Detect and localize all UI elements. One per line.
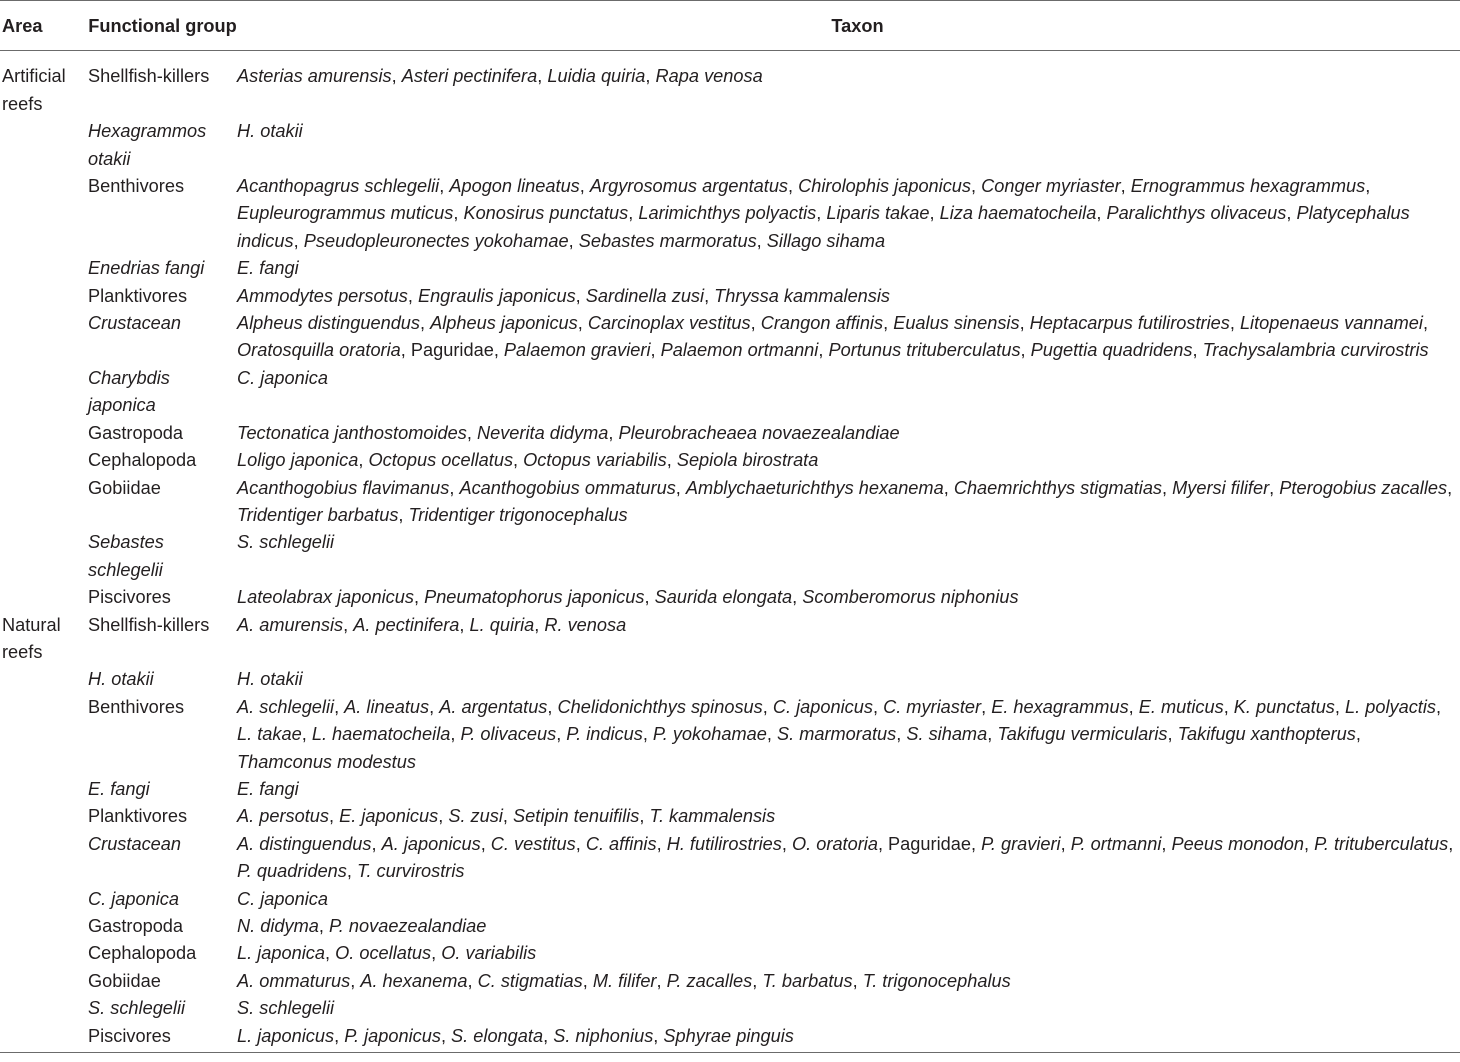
functional-group-cell: Gobiidae — [88, 477, 161, 498]
taxon-name: Saurida elongata — [654, 587, 793, 608]
taxon-name: Litopenaeus vannamei — [1239, 313, 1423, 334]
taxon-name: P. novaezealandiae — [328, 916, 487, 936]
taxon-cell: A. amurensis, A. pectinifera, L. quiria, R. venosa — [237, 614, 627, 635]
area-cell — [0, 1023, 88, 1053]
taxon-name: O. ocellatus — [335, 943, 432, 964]
area-cell — [0, 365, 88, 420]
taxon-name: Octopus ocellatus — [368, 450, 514, 471]
taxon-name: Larimichthys polyactis — [638, 203, 817, 224]
taxon-cell: Acanthogobius flavimanus, Acanthogobius ommaturus, Amblychaeturichthys hexanema, Chaemrichthys stigmatias, Myersi filifer, Pterogobius zacalles, Tridentiger barbatus, Tridentiger trigonocephalus — [237, 477, 1453, 525]
taxon-name: A. persotus — [237, 806, 329, 827]
area-cell — [0, 118, 88, 173]
taxon-cell: A. ommaturus, A. hexanema, C. stigmatias, M. filifer, P. zacalles, T. barbatus, T. trigonocephalus — [237, 970, 1011, 991]
taxon-name: Paguridae — [888, 833, 971, 854]
area-cell — [0, 283, 88, 310]
table-row — [0, 51, 1460, 118]
taxon-name: Ernogrammus hexagrammus — [1130, 176, 1366, 197]
taxon-name: O. oratoria — [792, 833, 878, 854]
taxon-name: Pneumatophorus japonicus — [424, 587, 645, 608]
taxon-name: Pleurobracheaea novaezealandiae — [618, 422, 900, 443]
functional-group-cell: Piscivores — [88, 587, 171, 608]
taxon-cell: A. persotus, E. japonicus, S. zusi, Setipin tenuifilis, T. kammalensis — [237, 806, 776, 827]
area-cell — [0, 694, 88, 776]
taxon-cell — [237, 995, 1460, 1022]
taxon-name: Neverita didyma — [476, 422, 609, 443]
table-row — [0, 666, 1460, 693]
table-row — [0, 365, 1460, 420]
taxon-cell — [237, 529, 1460, 584]
taxon-cell — [237, 365, 1460, 420]
taxon-name: A. lineatus — [344, 696, 430, 717]
taxon-name: L. quiria — [469, 614, 535, 635]
taxon-name: L. haematocheila — [311, 724, 451, 745]
taxon-name: N. didyma — [237, 916, 319, 936]
taxon-name: Palaemon ortmanni — [660, 340, 819, 361]
taxon-name: Takifugu vermicularis — [997, 724, 1168, 745]
taxon-name: Lateolabrax japonicus — [237, 587, 414, 608]
area-cell — [0, 173, 88, 255]
taxon-name: Setipin tenuifilis — [513, 806, 640, 827]
taxon-name: Eualus sinensis — [893, 313, 1020, 334]
taxon-cell: N. didyma, P. novaezealandiae — [237, 916, 487, 936]
table-row — [0, 283, 1460, 310]
taxon-name: M. filifer — [592, 970, 657, 991]
taxon-name: H. futilirostries — [666, 833, 782, 854]
taxon-name: Rapa venosa — [655, 66, 763, 87]
area-cell — [0, 995, 88, 1022]
taxon-name: Sillago sihama — [766, 230, 886, 251]
functional-group-cell: Enedrias fangi — [88, 258, 205, 279]
taxon-name: A. pectinifera — [353, 614, 460, 635]
taxon-name: Heptacarpus futilirostries — [1029, 313, 1230, 334]
functional-group-cell: Crustacean — [88, 833, 182, 854]
taxon-cell: L. japonica, O. ocellatus, O. variabilis — [237, 943, 537, 964]
table-row — [0, 255, 1460, 282]
taxon-name: A. japonicus — [381, 833, 481, 854]
taxon-name: P. olivaceus — [460, 724, 557, 745]
taxon-name: Thryssa kammalensis — [714, 285, 891, 306]
taxon-name: S. marmoratus — [776, 724, 897, 745]
functional-group-cell: Charybdis japonica — [88, 367, 170, 416]
taxon-name: Pseudopleuronectes yokohamae — [303, 230, 569, 251]
area-cell — [0, 529, 88, 584]
table-row — [0, 529, 1460, 584]
table-row — [0, 584, 1460, 611]
taxon-cell: Ammodytes persotus, Engraulis japonicus, Sardinella zusi, Thryssa kammalensis — [237, 285, 891, 306]
area-cell — [0, 940, 88, 967]
table-row — [0, 310, 1460, 365]
taxon-name: Sardinella zusi — [585, 285, 705, 306]
header-area: Area — [2, 16, 43, 36]
taxon-name: Crangon affinis — [760, 313, 884, 334]
taxon-name: P. indicus — [566, 724, 643, 745]
taxon-name: Alpheus japonicus — [430, 313, 578, 334]
taxon-name: L. japonica — [237, 943, 325, 964]
functional-group-cell: Cephalopoda — [88, 450, 197, 471]
taxon-name: Thamconus modestus — [237, 751, 416, 772]
taxon-name: Chirolophis japonicus — [798, 176, 972, 197]
taxon-cell: A. schlegelii, A. lineatus, A. argentatus, Chelidonichthys spinosus, C. japonicus, C. myriaster, E. hexagrammus, E. muticus, K. punctatus, L. polyactis, L. takae, L. haematocheila, P. olivaceus, P. indicus, P. yokohamae, S. marmoratus, S. sihama, Takifugu vermicularis, Takifugu xanthopterus, Thamconus modestus — [237, 696, 1442, 772]
taxon-name: Konosirus punctatus — [463, 203, 629, 224]
header-taxon: Taxon — [831, 16, 884, 36]
taxon-name: C. japonica — [237, 888, 328, 909]
taxon-name: C. affinis — [585, 833, 657, 854]
table-row — [0, 694, 1460, 776]
taxon-cell — [237, 886, 1460, 913]
area-cell — [0, 968, 88, 995]
taxon-name: Tridentiger barbatus — [237, 504, 399, 525]
functional-group-cell: Gastropoda — [88, 422, 184, 443]
taxon-name: L. japonicus — [237, 1025, 335, 1046]
functional-group-cell: Gastropoda — [88, 916, 184, 936]
taxon-cell — [237, 666, 1460, 693]
taxon-name: Peeus monodon — [1171, 833, 1304, 854]
taxon-name: Liparis takae — [826, 203, 930, 224]
taxon-name: Apogon lineatus — [449, 176, 580, 197]
taxon-name: T. barbatus — [762, 970, 853, 991]
taxon-cell: L. japonicus, P. japonicus, S. elongata, S. niphonius, Sphyrae pinguis — [237, 1025, 794, 1046]
table-row — [0, 475, 1460, 530]
taxon-name: E. japonicus — [339, 806, 439, 827]
area-cell — [0, 886, 88, 913]
taxon-name: T. kammalensis — [649, 806, 776, 827]
table-row — [0, 831, 1460, 886]
table-row — [0, 173, 1460, 255]
area-cell — [0, 776, 88, 803]
table-row — [0, 968, 1460, 995]
taxon-name: Pugettia quadridens — [1030, 340, 1193, 361]
taxon-name: Ammodytes persotus — [237, 285, 408, 306]
taxon-name: E. fangi — [237, 258, 299, 279]
functional-group-cell: Shellfish-killers — [88, 66, 210, 87]
functional-group-cell: Piscivores — [88, 1025, 171, 1046]
functional-group-cell: H. otakii — [88, 669, 154, 690]
taxon-name: H. otakii — [237, 669, 303, 690]
taxon-name: Paguridae — [410, 340, 494, 361]
taxon-name: S. schlegelii — [237, 532, 335, 553]
taxon-name: T. curvirostris — [357, 861, 465, 882]
taxon-name: K. punctatus — [1233, 696, 1335, 717]
taxon-name: Pterogobius zacalles — [1279, 477, 1448, 498]
taxon-name: R. venosa — [544, 614, 627, 635]
functional-group-cell: Gobiidae — [88, 970, 161, 991]
taxon-name: Eupleurogrammus muticus — [237, 203, 454, 224]
taxon-name: A. distinguendus — [237, 833, 372, 854]
taxon-name: Tectonatica janthostomoides — [237, 422, 467, 443]
taxon-name: Palaemon gravieri — [503, 340, 651, 361]
table-row — [0, 995, 1460, 1022]
taxon-name: Myersi filifer — [1172, 477, 1270, 498]
functional-group-cell: E. fangi — [88, 778, 150, 799]
taxon-name: Sepiola birostrata — [676, 450, 819, 471]
taxon-name: T. trigonocephalus — [862, 970, 1011, 991]
taxon-name: Acanthogobius ommaturus — [459, 477, 676, 498]
table-row — [0, 803, 1460, 830]
taxon-cell: A. distinguendus, A. japonicus, C. vestitus, C. affinis, H. futilirostries, O. oratoria, Paguridae, P. gravieri, P. ortmanni, Peeus monodon, P. trituberculatus, P. quadridens, T. curvirostris — [237, 833, 1454, 882]
table-row — [0, 776, 1460, 803]
taxon-name: Scomberomorus niphonius — [802, 587, 1019, 608]
taxon-name: Takifugu xanthopterus — [1177, 724, 1356, 745]
taxon-name: A. hexanema — [360, 970, 468, 991]
taxon-name: Luidia quiria — [547, 66, 646, 87]
functional-group-cell: Benthivores — [88, 176, 185, 197]
table-row — [0, 420, 1460, 447]
table-body — [0, 51, 1460, 1053]
taxon-name: S. schlegelii — [237, 998, 335, 1019]
area-cell — [0, 803, 88, 830]
taxon-cell — [237, 776, 1460, 803]
taxon-name: Trachysalambria curvirostris — [1202, 340, 1429, 361]
taxon-name: A. amurensis — [237, 614, 344, 635]
taxon-name: L. takae — [237, 724, 302, 745]
taxon-name: Sphyrae pinguis — [663, 1025, 794, 1046]
functional-group-cell: Planktivores — [88, 285, 188, 306]
taxon-name: C. stigmatias — [477, 970, 583, 991]
taxon-name: Liza haematocheila — [939, 203, 1097, 224]
taxon-name: Tridentiger trigonocephalus — [408, 504, 628, 525]
taxon-name: S. zusi — [448, 806, 503, 827]
taxon-cell: Asterias amurensis, Asteri pectinifera, Luidia quiria, Rapa venosa — [237, 66, 763, 87]
taxon-name: P. gravieri — [981, 833, 1061, 854]
taxon-name: P. zacalles — [666, 970, 753, 991]
taxon-name: Oratosquilla oratoria — [237, 340, 401, 361]
taxon-name: E. hexagrammus — [991, 696, 1129, 717]
area-cell — [0, 420, 88, 447]
functional-group-cell: Crustacean — [88, 313, 182, 334]
taxon-name: S. niphonius — [553, 1025, 654, 1046]
taxon-name: Sebastes marmoratus — [578, 230, 757, 251]
taxon-name: S. sihama — [906, 724, 988, 745]
area-cell — [0, 913, 88, 940]
functional-group-cell: Cephalopoda — [88, 943, 197, 964]
taxon-name: H. otakii — [237, 121, 303, 142]
table-row — [0, 118, 1460, 173]
functional-group-cell: Benthivores — [88, 696, 185, 717]
functional-group-cell: Sebastes schlegelii — [88, 532, 164, 580]
taxon-cell: Alpheus distinguendus, Alpheus japonicus, Carcinoplax vestitus, Crangon affinis, Eualus sinensis, Heptacarpus futilirostries, Litopenaeus vannamei, Oratosquilla oratoria, Paguridae, Palaemon gravieri, Palaemon ortmanni, Portunus trituberculatus, Pugettia quadridens, Trachysalambria curvirostris — [237, 313, 1429, 361]
taxon-name: Conger myriaster — [981, 176, 1121, 197]
taxon-name: Acanthogobius flavimanus — [237, 477, 450, 498]
area-cell — [0, 447, 88, 474]
taxon-name: Octopus variabilis — [523, 450, 667, 471]
area-cell: Natural reefs — [2, 614, 61, 662]
table-row — [0, 447, 1460, 474]
taxon-name: Engraulis japonicus — [417, 285, 576, 306]
taxon-name: P. ortmanni — [1070, 833, 1162, 854]
taxon-cell — [237, 255, 1460, 282]
taxon-name: E. muticus — [1138, 696, 1224, 717]
functional-group-cell: Hexagrammos otakii — [88, 121, 207, 169]
taxon-name: C. vestitus — [490, 833, 576, 854]
table-row — [0, 612, 1460, 667]
taxon-name: P. japonicus — [344, 1025, 441, 1046]
table-header — [0, 1, 1460, 51]
taxon-name: P. quadridens — [237, 861, 347, 882]
table-row — [0, 1023, 1460, 1053]
taxon-cell: Lateolabrax japonicus, Pneumatophorus japonicus, Saurida elongata, Scomberomorus niphonius — [237, 587, 1019, 608]
taxon-name: C. japonica — [237, 367, 328, 388]
taxon-name: Carcinoplax vestitus — [587, 313, 751, 334]
taxon-name: S. elongata — [451, 1025, 544, 1046]
taxon-cell — [237, 118, 1460, 173]
area-cell — [0, 255, 88, 282]
taxon-name: Asterias amurensis — [237, 66, 392, 87]
taxon-name: Asteri pectinifera — [401, 66, 538, 87]
taxon-name: Paralichthys olivaceus — [1106, 203, 1287, 224]
taxon-name: Alpheus distinguendus — [237, 313, 421, 334]
taxon-name: P. yokohamae — [652, 724, 767, 745]
taxon-name: A. ommaturus — [237, 970, 351, 991]
functional-group-cell: S. schlegelii — [88, 998, 186, 1019]
area-cell: Artificial reefs — [2, 66, 66, 114]
functional-group-cell: C. japonica — [88, 888, 179, 909]
taxon-name: Platycephalus indicus — [237, 203, 1410, 251]
area-cell — [0, 475, 88, 530]
header-row — [0, 1, 1460, 51]
table-row — [0, 913, 1460, 940]
taxon-name: Argyrosomus argentatus — [589, 176, 789, 197]
taxon-name: O. variabilis — [441, 943, 537, 964]
table-row — [0, 886, 1460, 913]
taxon-name: C. myriaster — [883, 696, 982, 717]
taxon-name: P. trituberculatus — [1314, 833, 1449, 854]
taxon-name: Portunus trituberculatus — [828, 340, 1021, 361]
taxon-name: Loligo japonica — [237, 450, 359, 471]
taxon-name: A. argentatus — [439, 696, 548, 717]
taxon-cell: Acanthopagrus schlegelii, Apogon lineatus, Argyrosomus argentatus, Chirolophis japonicus, Conger myriaster, Ernogrammus hexagrammus, Eupleurogrammus muticus, Konosirus punctatus, Larimichthys polyactis, Liparis takae, Liza haematocheila, Paralichthys olivaceus, Platycephalus indicus, Pseudopleuronectes yokohamae, Sebastes marmoratus, Sillago sihama — [237, 176, 1410, 251]
table-row — [0, 940, 1460, 967]
taxon-name: L. polyactis — [1345, 696, 1436, 717]
taxon-name: Acanthopagrus schlegelii — [237, 176, 440, 197]
taxon-name: Chaemrichthys stigmatias — [953, 477, 1163, 498]
taxon-name: Amblychaeturichthys hexanema — [685, 477, 944, 498]
taxon-name: Chelidonichthys spinosus — [557, 696, 763, 717]
header-functional-group: Functional group — [88, 16, 237, 36]
taxon-name: E. fangi — [237, 778, 299, 799]
taxon-cell: Loligo japonica, Octopus ocellatus, Octopus variabilis, Sepiola birostrata — [237, 450, 819, 471]
taxon-name: A. schlegelii — [237, 696, 335, 717]
functional-group-cell: Planktivores — [88, 806, 188, 827]
area-cell — [0, 310, 88, 365]
area-cell — [0, 584, 88, 611]
taxon-name: C. japonicus — [772, 696, 873, 717]
functional-group-cell: Shellfish-killers — [88, 614, 210, 635]
area-cell — [0, 831, 88, 886]
area-cell — [0, 666, 88, 693]
taxon-cell: Tectonatica janthostomoides, Neverita didyma, Pleurobracheaea novaezealandiae — [237, 422, 900, 443]
